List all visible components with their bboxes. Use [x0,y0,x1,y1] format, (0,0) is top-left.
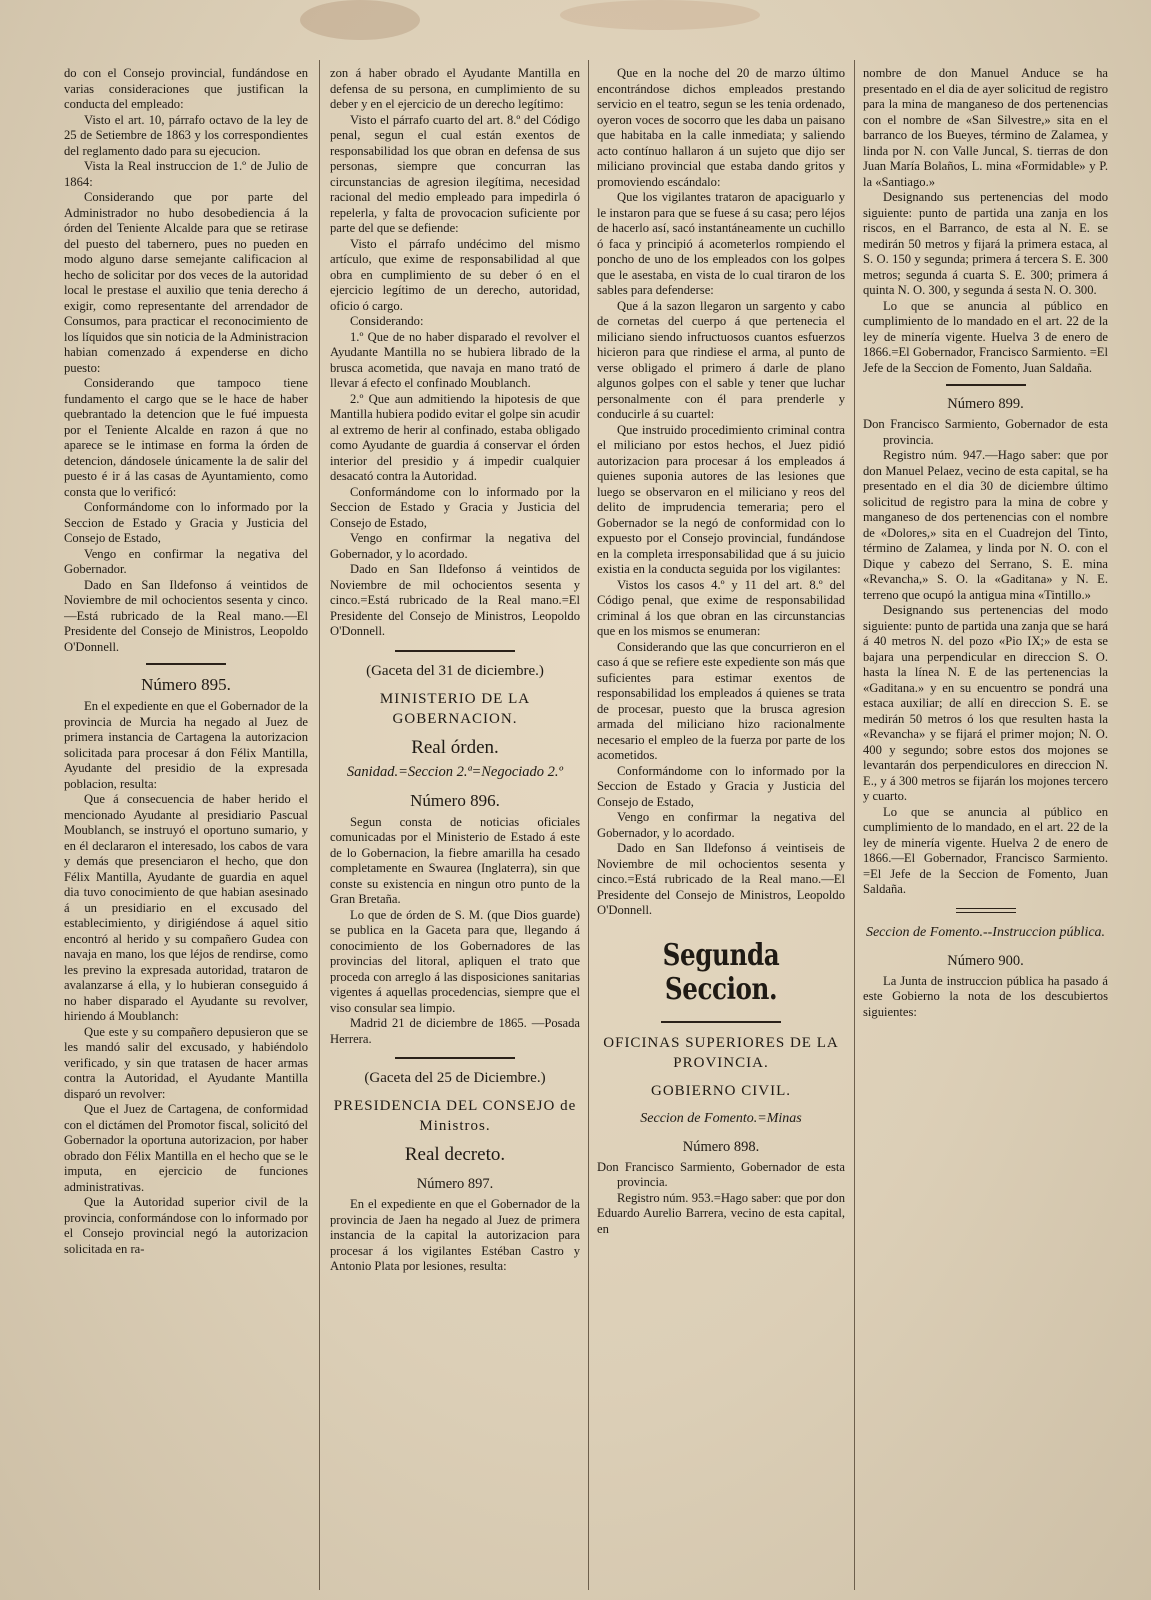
section-heading: Número 895. [141,675,231,694]
separator-rule [661,1021,781,1023]
column-4 [863,66,1108,1592]
article-paragraph: Lo que de órden de S. M. (que Dios guarde) se publica en la Gaceta para que, llegando á conocimiento de los Gobernadores de las provincias del litoral, apliquen el trato que proceda con arreglo á las disposiciones sanitarias vigentes á aquellas procedencias, siempre que el viso consular sea limpio. [330,907,580,1015]
article-paragraph: Que los vigilantes trataron de apaciguarlo y le instaron para que se fuese á su casa; pero léjos de hacerlo así, sacó instantáneamente un cuchillo ó faca y principió á acometerlos rompiendo el poncho de uno de los empleados con los golpes que le asestaba, en vista de lo cual tiraron de los sables para defenderse: [597,190,845,297]
article-paragraph: Que la Autoridad superior civil de la provincia, conformándose con lo informado por el Consejo provincial negó la autorizacion solicitada en ra- [64,1195,308,1256]
article-paragraph: Que á la sazon llegaron un sargento y cabo de cornetas del cuerpo á que pertenecia el miliciano siendo infructuosos cuantos esfuerzos hicieron para que rindiese el arma, al punto de verse obligado el primero á darle de plano algunos golpes con el sable y tener que luchar personalmente con él para prenderle y conducirle á su cuartel: [597,298,845,421]
article-paragraph: Dado en San Ildefonso á veintidos de Noviembre de mil ochocientos sesenta y cinco.—Está rubricado de la Real mano.—El Presidente del Consejo de Ministros, Leopoldo O'Donnell. [64,577,308,654]
article-paragraph: Vengo en confirmar la negativa del Gobernador, y lo acordado. [597,810,845,840]
article-paragraph: En el expediente en que el Gobernador de la provincia de Jaen ha negado al Juez de primera instancia de la capital la autorizacion para procesar á los vigilantes Estéban Castro y Antonio Plata por lesiones, resulta: [330,1197,580,1273]
article-paragraph: Visto el párrafo cuarto del art. 8.º del Código penal, segun el cual están exentos de responsabilidad los que obran en defensa de sus personas, siempre que concurran las circunstancias de agresion ilegítima, necesidad racional del medio empleado para impedirla ó repelerla, y falta de provocacion suficiente por parte del que se defiende: [330,112,580,235]
article-paragraph: Considerando: [350,314,424,328]
paper-stain [560,0,760,30]
section-heading: Seccion de Fomento.--Instruccion pública. [865,924,1106,940]
article-paragraph: Que el Juez de Cartagena, de conformidad con el dictámen del Promotor fiscal, solicitó del Gobernador la oportuna autorizacion, por haber obrado don Félix Mantilla en el hecho que se le imputa, en ejercicio de funciones administrativas. [64,1102,308,1194]
section-heading: GOBIERNO CIVIL. [651,1082,791,1099]
article-paragraph: 2.º Que aun admitiendo la hipotesis de que Mantilla hubiera podido evitar el golpe sin acudir al extremo de herir al confinado, estaba obligado como Ayudante de guardia á conservar el órden interior del presidio y á impedir cualquier desacató contra la Autoridad. [330,391,580,483]
separator-rule [395,1057,515,1059]
article-paragraph: Conformándome con lo informado por la Seccion de Estado y Gracia y Justicia del Consejo de Estado, [330,484,580,530]
section-heading: Sanidad.=Seccion 2.ª=Negociado 2.º [346,763,564,780]
article-paragraph: Considerando que tampoco tiene fundamento el cargo que se le hace de haber quebrantado la detencion que le fué impuesta por el Teniente Alcalde en razon á que no aparece se le intimase en forma la órden de detencion, dándosele únicamente la de salir del puesto é ir á las casas de Ayuntamiento, como consta que lo verificó: [64,376,308,499]
separator-rule [946,384,1026,386]
column-2 [330,66,580,1592]
article-paragraph: La Junta de instruccion pública ha pasado á este Gobierno la nota de los descubiertos siguientes: [863,973,1108,1019]
paper-stain [300,0,420,40]
column-rule [319,60,320,1590]
article-paragraph: Vengo en confirmar la negativa del Gobernador, y lo acordado. [330,531,580,561]
article-paragraph: Lo que se anuncia al público en cumplimiento de lo mandado en el art. 22 de la ley de minería vigente. Huelva 3 de enero de 1866.=El Gobernador, Francisco Sarmiento. =El Jefe de la Seccion de Fomento, Juan Saldaña. [863,298,1108,375]
article-paragraph: Conformándome con lo informado por la Seccion de Estado y Gracia y Justicia del Consejo de Estado, [64,500,308,545]
article-paragraph: Don Francisco Sarmiento, Gobernador de esta provincia. [597,1159,845,1189]
section-heading: Número 896. [410,790,500,810]
article-paragraph: Vista la Real instruccion de 1.º de Julio de 1864: [64,159,308,189]
section-heading: PRESIDENCIA DEL CONSEJO de Ministros. [333,1098,577,1134]
section-heading: (Gaceta del 31 de diciembre.) [366,662,544,679]
column-3 [597,66,845,1592]
section-heading: Real órden. [411,736,499,758]
article-paragraph: En el expediente en que el Gobernador de la provincia de Murcia ha negado al Juez de primera instancia de Cartagena la autorizacion solicitada para procesar á don Félix Mantilla, Ayudante del presidio de la expresada poblacion, resulta: [64,699,308,791]
article-paragraph: nombre de don Manuel Anduce se ha presentado en el dia de ayer solicitud de registro para la mina de manganeso de dos pertenencias con el nombre de «San Silvestre,» sita en el barranco de los Bueyes, término de Zalamea, y linda por N. con Valle Juncal, S. tierras de don Juan María Bolaños, L. mina «Formidable» y P. la «Santiago.» [863,66,1108,189]
article-paragraph: Vistos los casos 4.º y 11 del art. 8.º del Código penal, que exime de responsabilidad criminal á los que obran en las circunstancias que en los mismos se enumeran: [597,577,845,638]
separator-rule [395,650,515,652]
section-heading: MINISTERIO DE LA GOBERNACION. [379,690,531,727]
article-paragraph: Vengo en confirmar la negativa del Gobernador. [64,546,308,576]
separator-rule [956,908,1016,913]
separator-rule [146,663,226,665]
article-paragraph: Registro núm. 953.=Hago saber: que por don Eduardo Aurelio Barrera, vecino de esta capital, en [597,1190,845,1236]
section-heading: (Gaceta del 25 de Diciembre.) [364,1070,546,1086]
section-heading: Segunda Seccion. [662,937,780,1007]
article-paragraph: Que este y su compañero depusieron que se les mandó salir del excusado, y habiéndolo verificado, y sin que tratasen de hacer armas contra la Autoridad, el Ayudante Mantilla disparó un revolver: [64,1024,308,1101]
column-rule [854,60,855,1590]
article-paragraph: Dado en San Ildefonso á veintidos de Noviembre de mil ochocientos sesenta y cinco.=Está rubricado de la Real mano.=El Presidente del Consejo de Ministros, Leopoldo O'Donnell. [330,562,580,638]
section-heading: Seccion de Fomento.=Minas [640,1110,802,1126]
article-paragraph: Segun consta de noticias oficiales comunicadas por el Ministerio de Estado á este de lo Gobernacion, la fiebre amarilla ha cesado completamente en Swaurea (Inglaterra), sin que conste su existencia en ningun otro punto de la Gran Bretaña. [330,814,580,906]
column-rule [588,60,589,1590]
article-paragraph: Visto el párrafo undécimo del mismo artículo, que exime de responsabilidad al que obra en cumplimiento de su deber ó en el ejercicio legítimo de un derecho, autoridad, oficio ó cargo. [330,236,580,313]
section-heading: Número 900. [947,952,1024,969]
article-paragraph: Designando sus pertenencias del modo siguiente: punto de partida una zanja en los riscos, en el Barranco, de esta al N. E. se medirán 50 metros y fijará la primera estaca, al S. O. 150 y segunda; primera á tercera S. E. 300 metros; segunda á cuarta S. E. 300; primera á quinta N. O. 300, y segunda á sesta N. O. 300. [863,190,1108,297]
section-heading: Número 897. [416,1176,494,1192]
article-paragraph: Don Francisco Sarmiento, Gobernador de esta provincia. [863,417,1108,447]
article-paragraph: Que instruido procedimiento criminal contra el miliciano por estos hechos, el Juez pidió autorizacion para procesar á los empleados á quienes suponia autores de las lesiones que luego se observaron en el miliciano y reos del delito de imprudencia temeraria; pero el Gobernador se la negó de conformidad con lo expuesto por el Consejo provincial, fundándose en la completa irresponsabilidad que á su juicio existia en la conducta seguida por los vigilantes: [597,422,845,576]
section-heading: OFICINAS SUPERIORES DE LA PROVINCIA. [603,1034,839,1071]
section-heading: Número 899. [947,396,1024,412]
section-heading: Real decreto. [404,1144,506,1165]
article-paragraph: Que á consecuencia de haber herido el mencionado Ayudante al presidiario Pascual Moublanch, se instruyó el oportuno sumario, y en él declararon el interesado, los cabos de vara y demás que presenciaron el hecho, que don Félix Mantilla, Ayudante de guardia en aquel dia tuvo conocimiento de que habian asesinado á un presidiario en el excusado del establecimiento, y dirigiéndose á aquel sitio encontró al herido y su compañero Gudea con navaja en mano, los que léjos de rendirse, como les previno la expresada autoridad, trataron de avalanzarse á ella, y lo hubieran conseguido á no haber disparado el Ayudante su revolver, hiriendo á Moublanch: [64,792,308,1023]
article-paragraph: Designando sus pertenencias del modo siguiente: punto de partida una zanja que se hará á 40 metros N. del pozo «Pio IX;» de esta se bajara una perpendicular en direccion S. O. hasta la línea N. E de las pertenencias la «Gaditana.» y en su encuentro se pondrá una estaca auxiliar; de allí en direccion S. E. se medirán 50 metros ó los que resulten hasta la «Revancha» y se fijará el primer mojon; N. O. 400 y segundo; sobre estos dos mojones se levantarán dos perpendiculores en direccion N. E., y á 300 metros se fijarán los mojones tercero y cuarto. [863,603,1108,803]
article-paragraph: Que en la noche del 20 de marzo último encontrándose dichos empleados prestando servicio en el teatro, segun se les tenia ordenado, oyeron voces de socorro que les daba un paisano que habitaba en la calle inmediata; y saliendo acto contínuo hallaron á un sujeto que dijo ser miliciano provincial que estaba dando gritos y promoviendo escándalo: [597,66,845,189]
article-paragraph: do con el Consejo provincial, fundándose en varias consideraciones que justifican la conducta del empleado: [64,66,308,111]
article-paragraph: Conformándome con lo informado por la Seccion de Estado y Gracia y Justicia del Consejo de Estado, [597,763,845,809]
article-paragraph: Considerando que por parte del Administrador no hubo desobediencia á la órden del Teniente Alcalde para que se retirase del puesto del tabernero, pues no pueden en modo alguno darse semejante calificacion al hecho de solicitar por dos veces de la autoridad local le prestase el auxilio que tenia derecho á exigir, como representante del arrendador de Consumos, para practicar el reconocimiento de los líquidos que sin noticia de la Administracion habian comenzado á expenderse en dicho puesto: [64,190,308,375]
article-paragraph: Visto el art. 10, párrafo octavo de la ley de 25 de Setiembre de 1863 y los correspondientes del reglamento dado para su ejecucion. [64,112,308,158]
article-paragraph: zon á haber obrado el Ayudante Mantilla en defensa de su persona, en cumplimiento de su deber y en el ejercicio de un derecho legítimo: [330,66,580,111]
section-heading: Número 898. [682,1138,760,1155]
article-paragraph: Dado en San Ildefonso á veintiseis de Noviembre de mil ochocientos sesenta y cinco.=Está rubricado de la Real mano.—El Presidente del Consejo de Ministros, Leopoldo O'Donnell. [597,841,845,917]
article-paragraph: Madrid 21 de diciembre de 1865. —Posada Herrera. [330,1016,580,1046]
article-paragraph: Lo que se anuncia al público en cumplimiento de lo mandado, en el art. 22 de la ley de minería vigente. Huelva 2 de enero de 1866.—El Gobernador, Francisco Sarmiento. =El Jefe de la Seccion de Fomento, Juan Saldaña. [863,804,1108,896]
article-paragraph: Registro núm. 947.—Hago saber: que por don Manuel Pelaez, vecino de esta capital, se ha presentado en el dia 30 de diciembre último solicitud de registro para la mina de cobre y manganeso de dos pertenencias con el nombre de «Dolores,» sita en el Cuadrejon del Tinto, término de Zalamea, y linda por N. O. con el Dique y cabezo del Serrano, S. E. mina «Revancha,» S. O. la «Gaditana» y N. E. terreno que ocupó la antigua mina «Tintillo.» [863,448,1108,602]
article-paragraph: 1.º Que de no haber disparado el revolver el Ayudante Mantilla no se hubiera librado de la brusca acometida, que navaja en mano trató de llevar á efecto el confinado Moublanch. [330,329,580,390]
column-1 [64,66,308,1592]
article-paragraph: Considerando que las que concurrieron en el caso á que se refiere este expediente son más que suficientes para estimar exentos de responsabilidad los empleados á quienes se trata de procesar, puesto que la brusca agresion armada del miliciano hizo racionalmente necesario el empleo de la fuerza por parte de los acometidos. [597,639,845,762]
